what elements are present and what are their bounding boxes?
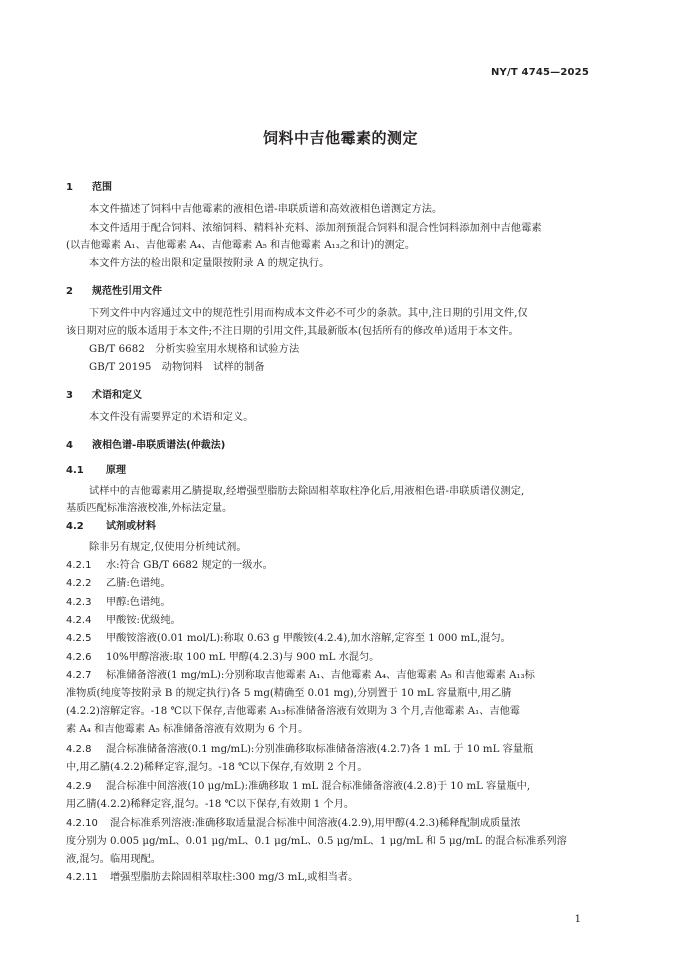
section-heading-scope	[66, 181, 112, 195]
reagent-item	[66, 559, 273, 573]
item-number: 4.2.8	[66, 744, 92, 755]
section-title: 规范性引用文件	[92, 286, 162, 297]
item-text: 增强型脂肪去除固相萃取柱:300 mg/3 mL,或相当者。	[110, 872, 359, 883]
paragraph-line: 本文件没有需要界定的术语和定义。	[89, 412, 254, 423]
reference-item: GB/T 20195 动物饲料 试样的制备	[89, 362, 265, 373]
item-text: 中,用乙腈(4.2.2)稀释定容,混匀。-18 ℃以下保存,有效期 2 个月。	[66, 762, 368, 773]
reagent-item	[66, 871, 358, 885]
paragraph-line: 本文件方法的检出限和定量限按附录 A 的规定执行。	[89, 258, 330, 269]
section-number: 1	[66, 182, 73, 193]
reagent-item	[66, 669, 535, 683]
item-text: 甲酸铵:优级纯。	[106, 615, 181, 626]
item-text: 准物质(纯度等按附录 B 的规定执行)各 5 mg(精确至 0.01 mg),分别置于 10 mL 容量瓶中,用乙腈	[66, 688, 512, 699]
subsection-title: 试剂或材料	[106, 521, 156, 532]
item-number: 4.2.2	[66, 578, 92, 589]
item-text: 甲酸铵溶液(0.01 mol/L):称取 0.63 g 甲酸铵(4.2.4),加水溶解,定容至 1 000 mL,混匀。	[106, 633, 511, 644]
section-heading-terms	[66, 389, 142, 403]
item-text: 用乙腈(4.2.2)稀释定容,混匀。-18 ℃以下保存,有效期 1 个月。	[66, 799, 355, 810]
section-title: 液相色谱-串联质谱法(仲裁法)	[92, 440, 226, 451]
section-title: 术语和定义	[92, 390, 142, 401]
item-number: 4.2.6	[66, 652, 92, 663]
reagent-item	[66, 743, 533, 757]
subsection-title: 原理	[106, 465, 126, 476]
item-text: 度分别为 0.005 μg/mL、0.01 μg/mL、0.1 μg/mL、0.5 μg/mL、1 μg/mL 和 5 μg/mL 的混合标准系列溶	[66, 836, 567, 847]
page-number: 1	[574, 914, 581, 925]
item-number: 4.2.4	[66, 615, 92, 626]
section-heading-normative-references	[66, 285, 162, 299]
reference-item: GB/T 6682 分析实验室用水规格和试验方法	[89, 344, 300, 355]
section-number: 3	[66, 390, 73, 401]
reagent-item	[66, 632, 511, 646]
subsection-number: 4.1	[66, 465, 84, 476]
reagent-item	[66, 651, 379, 665]
subsection-number: 4.2	[66, 521, 84, 532]
item-text: 素 A₄ 和吉他霉素 A₅ 标准储备溶液有效期为 6 个月。	[66, 724, 309, 735]
subsection-heading-reagents	[66, 520, 156, 534]
item-text: 标准储备溶液(1 mg/mL):分别称取吉他霉素 A₁、吉他霉素 A₄、吉他霉素 A₅ 和吉他霉素 A₁₃标	[106, 670, 535, 681]
item-text: 液,混匀。临用现配。	[66, 854, 161, 865]
reagent-item	[66, 596, 171, 610]
paragraph-line: 下列文件中内容通过文中的规范性引用而构成本文件必不可少的条款。其中,注日期的引用文件,仅	[89, 308, 528, 319]
section-number: 2	[66, 286, 73, 297]
paragraph-line: 试样中的吉他霉素用乙腈提取,经增强型脂肪去除固相萃取柱净化后,用液相色谱-串联质谱仪测定,	[89, 486, 525, 497]
paragraph-line: 本文件适用于配合饲料、浓缩饲料、精料补充料、添加剂预混合饲料和混合性饲料添加剂中吉他霉素	[89, 223, 542, 234]
item-number: 4.2.1	[66, 560, 92, 571]
item-text: 混合标准中间溶液(10 μg/mL):准确移取 1 mL 混合标准储备溶液(4.2.8)于 10 mL 容量瓶中,	[106, 781, 531, 792]
item-text: 乙腈:色谱纯。	[106, 578, 171, 589]
item-text: (4.2.2)溶解定容。-18 ℃以下保存,吉他霉素 A₁₃标准储备溶液有效期为 3 个月,吉他霉素 A₁、吉他霉	[66, 706, 520, 717]
paragraph-line: 除非另有规定,仅使用分析纯试剂。	[89, 542, 247, 553]
reagent-item	[66, 614, 181, 628]
document-title: 饲料中吉他霉素的测定	[262, 129, 418, 147]
item-number: 4.2.9	[66, 781, 92, 792]
item-text: 混合标准系列溶液:准确移取适量混合标准中间溶液(4.2.9),用甲醇(4.2.3)稀释配制成质量浓	[110, 818, 521, 829]
item-number: 4.2.10	[66, 818, 98, 829]
item-text: 混合标准储备溶液(0.1 mg/mL):分别准确移取标准储备溶液(4.2.7)各 1 mL 于 10 mL 容量瓶	[106, 744, 534, 755]
item-number: 4.2.7	[66, 670, 92, 681]
reagent-item	[66, 780, 530, 794]
paragraph-line: (以吉他霉素 A₁、吉他霉素 A₄、吉他霉素 A₅ 和吉他霉素 A₁₃之和计)的测定。	[66, 240, 416, 251]
item-text: 10%甲醇溶液:取 100 mL 甲醇(4.2.3)与 900 mL 水混匀。	[106, 652, 380, 663]
reagent-item	[66, 577, 171, 591]
section-title: 范围	[92, 182, 112, 193]
paragraph-line: 基质匹配标准溶液校准,外标法定量。	[66, 503, 233, 514]
subsection-heading-principle	[66, 464, 126, 478]
standard-number: NY/T 4745—2025	[490, 67, 589, 78]
paragraph-line: 该日期对应的版本适用于本文件;不注日期的引用文件,其最新版本(包括所有的修改单)适用于本文件。	[66, 326, 519, 337]
item-number: 4.2.5	[66, 633, 92, 644]
reagent-item	[66, 817, 521, 831]
item-number: 4.2.11	[66, 872, 98, 883]
item-text: 甲醇:色谱纯。	[106, 597, 171, 608]
section-heading-lc-msms	[66, 439, 225, 453]
item-text: 水:符合 GB/T 6682 规定的一级水。	[106, 560, 273, 571]
item-number: 4.2.3	[66, 597, 92, 608]
paragraph-line: 本文件描述了饲料中吉他霉素的液相色谱-串联质谱和高效液相色谱测定方法。	[89, 204, 443, 215]
section-number: 4	[66, 440, 73, 451]
